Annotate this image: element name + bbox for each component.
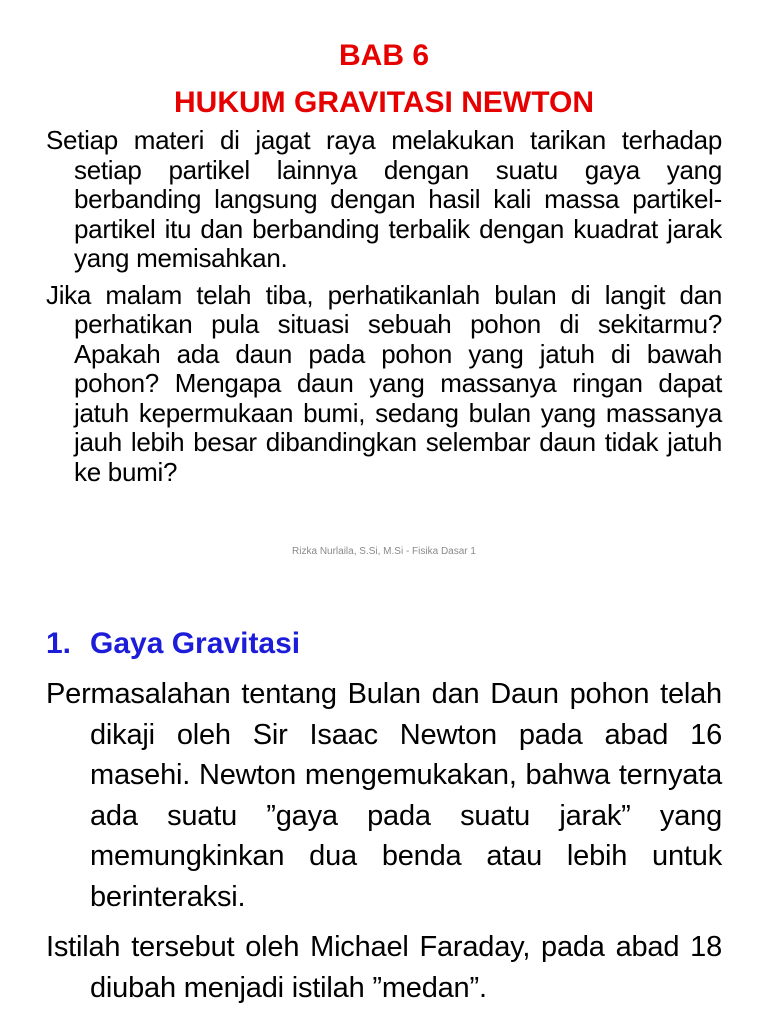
newton-paragraph: Permasalahan tentang Bulan dan Daun pohon telah dikaji oleh Sir Isaac Newton pada abad 16 masehi. Newton mengemukakan, bahwa ternyata ada suatu ”gaya pada suatu jarak” yang memungkinkan dua benda atau lebih untuk berinteraksi.	[46, 678, 722, 913]
chapter-name: HUKUM GRAVITASI NEWTON	[174, 86, 594, 119]
question-paragraph: Jika malam telah tiba, perhatikanlah bulan di langit dan perhatikan pula situasi sebuah pohon di sekitarmu? Apakah ada daun pada pohon yang jatuh di bawah pohon? Mengapa daun yang massanya ringan dapat jatuh kepermukaan bumi, sedang bulan yang massanya jauh lebih besar dibandingkan selembar daun tidak jatuh ke bumi?	[46, 279, 722, 487]
section-heading	[46, 620, 722, 668]
chapter-title	[46, 32, 722, 126]
section-number: 1.	[46, 627, 72, 660]
faraday-paragraph: Istilah tersebut oleh Michael Faraday, pada abad 18 diubah menjadi istilah ”medan”.	[46, 931, 722, 1004]
chapter-number: BAB 6	[338, 39, 429, 72]
slide-footer: Rizka Nurlaila, S.Si, M.Si - Fisika Dasar 1	[292, 546, 476, 557]
slide-1	[0, 32, 768, 494]
section-title: Gaya Gravitasi	[90, 627, 301, 660]
intro-paragraph: Setiap materi di jagat raya melakukan tarikan terhadap setiap partikel lainnya dengan suatu gaya yang berbanding langsung dengan hasil kali massa partikel-partikel itu dan berbanding terbalik dengan kuadrat jarak yang memisahkan.	[46, 125, 722, 273]
slide-2	[0, 620, 768, 1018]
